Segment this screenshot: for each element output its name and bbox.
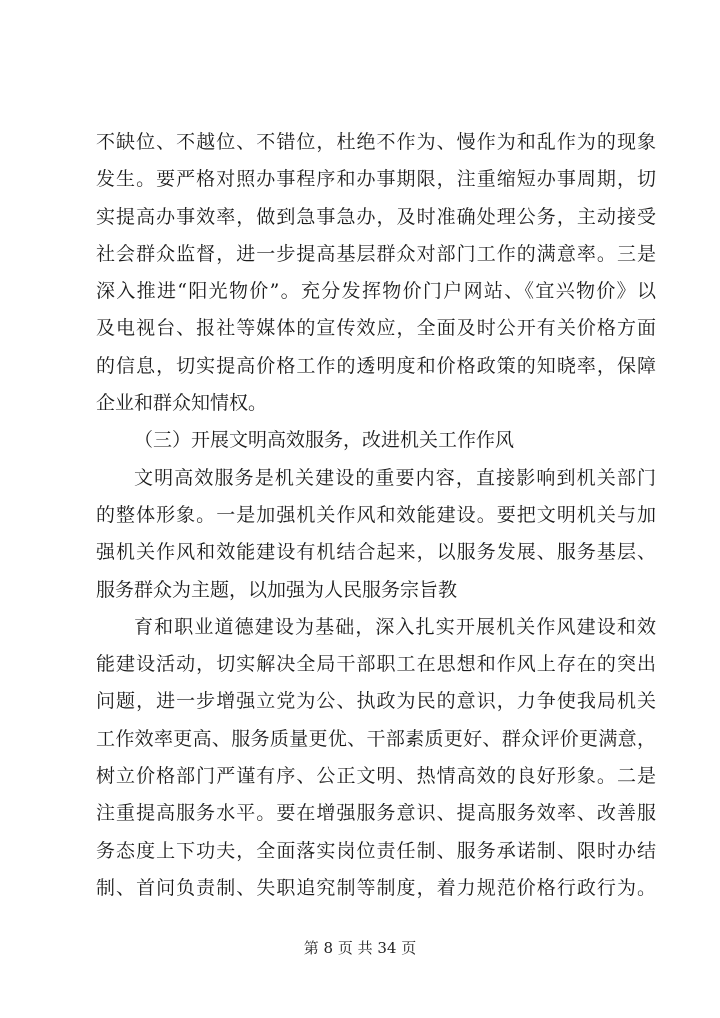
text-line: 能建设活动，切实解决全局干部职工在思想和作风上存在的突出 <box>96 653 656 676</box>
text-line: 实提高办事效率，做到急事急办，及时准确处理公务，主动接受 <box>96 205 656 228</box>
text-line: 社会群众监督，进一步提高基层群众对部门工作的满意率。三是 <box>96 242 656 265</box>
text-line: 制、首问负责制、失职追究制等制度，着力规范价格行政行为。 <box>96 876 656 899</box>
text-line: 务态度上下功夫，全面落实岗位责任制、服务承诺制、限时办结 <box>96 839 656 862</box>
text-line: 工作效率更高、服务质量更优、干部素质更好、群众评价更满意， <box>96 727 656 750</box>
text-line: 的整体形象。一是加强机关作风和效能建设。要把文明机关与加 <box>96 503 656 526</box>
text-line: （三）开展文明高效服务，改进机关工作作风 <box>134 429 515 452</box>
text-line: 的信息，切实提高价格工作的透明度和价格政策的知晓率，保障 <box>96 354 656 377</box>
text-line: 企业和群众知情权。 <box>96 392 268 415</box>
text-line: 及电视台、报社等媒体的宣传效应，全面及时公开有关价格方面 <box>96 317 656 340</box>
text-line: 不缺位、不越位、不错位，杜绝不作为、慢作为和乱作为的现象 <box>96 131 656 153</box>
text-line: 服务群众为主题，以加强为人民服务宗旨教 <box>96 578 458 601</box>
text-line: 注重提高服务水平。要在增强服务意识、提高服务效率、改善服 <box>96 802 656 825</box>
text-line: 强机关作风和效能建设有机结合起来，以服务发展、服务基层、 <box>96 541 656 564</box>
text-line: 育和职业道德建设为基础，深入扎实开展机关作风建设和效 <box>134 615 656 638</box>
body-text <box>96 124 656 907</box>
page-footer: 第 8 页 共 34 页 <box>303 939 417 957</box>
text-line: 深入推进“阳光物价”。充分发挥物价门户网站、《宜兴物价》以 <box>96 280 656 303</box>
text-line: 发生。要严格对照办事程序和办事期限，注重缩短办事周期，切 <box>96 168 656 191</box>
text-line: 树立价格部门严谨有序、公正文明、热情高效的良好形象。二是 <box>96 765 656 788</box>
text-line: 问题，进一步增强立党为公、执政为民的意识，力争使我局机关 <box>96 690 656 713</box>
text-line: 文明高效服务是机关建设的重要内容，直接影响到机关部门 <box>134 466 656 489</box>
